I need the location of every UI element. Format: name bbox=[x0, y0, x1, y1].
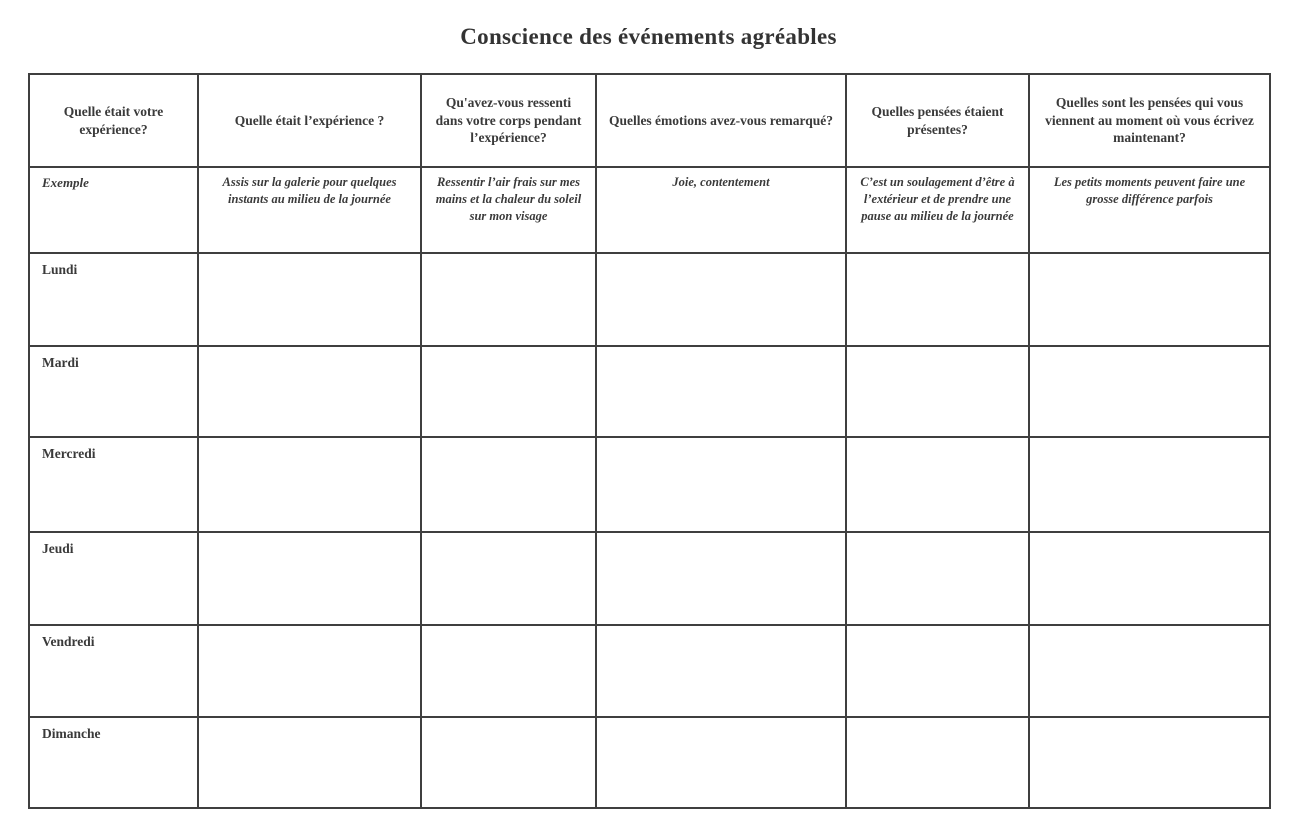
entry-cell bbox=[596, 253, 846, 346]
entry-cell bbox=[596, 346, 846, 437]
entry-cell bbox=[198, 253, 421, 346]
entry-cell bbox=[1029, 717, 1270, 808]
entry-cell bbox=[198, 346, 421, 437]
entry-cell bbox=[421, 625, 596, 717]
entry-cell bbox=[846, 625, 1029, 717]
entry-cell bbox=[846, 532, 1029, 625]
day-label-vendredi: Vendredi bbox=[29, 625, 198, 717]
example-cell-experience: Assis sur la galerie pour quelques instants au milieu de la journée bbox=[198, 167, 421, 253]
column-header-thoughts-present: Quelles pensées étaient présentes? bbox=[846, 74, 1029, 167]
day-row-mardi bbox=[29, 346, 1270, 437]
day-row-mercredi bbox=[29, 437, 1270, 532]
day-row-jeudi bbox=[29, 532, 1270, 625]
entry-cell bbox=[421, 346, 596, 437]
entry-cell bbox=[1029, 346, 1270, 437]
entry-cell bbox=[198, 532, 421, 625]
day-label-dimanche: Dimanche bbox=[29, 717, 198, 808]
entry-cell bbox=[596, 625, 846, 717]
entry-cell bbox=[846, 346, 1029, 437]
entry-cell bbox=[198, 717, 421, 808]
example-cell-emotions: Joie, contentement bbox=[596, 167, 846, 253]
day-label-mardi: Mardi bbox=[29, 346, 198, 437]
entry-cell bbox=[421, 437, 596, 532]
entry-cell bbox=[1029, 532, 1270, 625]
column-header-thoughts-now: Quelles sont les pensées qui vous viennent au moment où vous écrivez maintenant? bbox=[1029, 74, 1270, 167]
entry-cell bbox=[596, 437, 846, 532]
entry-cell bbox=[421, 532, 596, 625]
day-label-jeudi: Jeudi bbox=[29, 532, 198, 625]
entry-cell bbox=[846, 717, 1029, 808]
example-cell-thoughts-now: Les petits moments peuvent faire une grosse différence parfois bbox=[1029, 167, 1270, 253]
header-row bbox=[29, 74, 1270, 167]
entry-cell bbox=[846, 253, 1029, 346]
entry-cell bbox=[198, 437, 421, 532]
day-label-mercredi: Mercredi bbox=[29, 437, 198, 532]
page-title: Conscience des événements agréables bbox=[460, 24, 837, 49]
entry-cell bbox=[1029, 437, 1270, 532]
entry-cell bbox=[1029, 625, 1270, 717]
entry-cell bbox=[198, 625, 421, 717]
day-row-lundi bbox=[29, 253, 1270, 346]
entry-cell bbox=[596, 717, 846, 808]
column-header-emotions: Quelles émotions avez-vous remarqué? bbox=[596, 74, 846, 167]
column-header-body-sensations: Qu'avez-vous ressenti dans votre corps pendant l’expérience? bbox=[421, 74, 596, 167]
column-header-experience: Quelle était votre expérience? bbox=[29, 74, 198, 167]
pleasant-events-table bbox=[28, 73, 1271, 809]
entry-cell bbox=[1029, 253, 1270, 346]
day-label-lundi: Lundi bbox=[29, 253, 198, 346]
example-row-label: Exemple bbox=[29, 167, 198, 253]
entry-cell bbox=[846, 437, 1029, 532]
example-row bbox=[29, 167, 1270, 253]
column-header-what-was-experience: Quelle était l’expérience ? bbox=[198, 74, 421, 167]
example-cell-thoughts: C’est un soulagement d’être à l’extérieur et de prendre une pause au milieu de la journée bbox=[846, 167, 1029, 253]
entry-cell bbox=[421, 717, 596, 808]
day-row-vendredi bbox=[29, 625, 1270, 717]
entry-cell bbox=[596, 532, 846, 625]
example-cell-body: Ressentir l’air frais sur mes mains et la chaleur du soleil sur mon visage bbox=[421, 167, 596, 253]
entry-cell bbox=[421, 253, 596, 346]
day-row-dimanche bbox=[29, 717, 1270, 808]
